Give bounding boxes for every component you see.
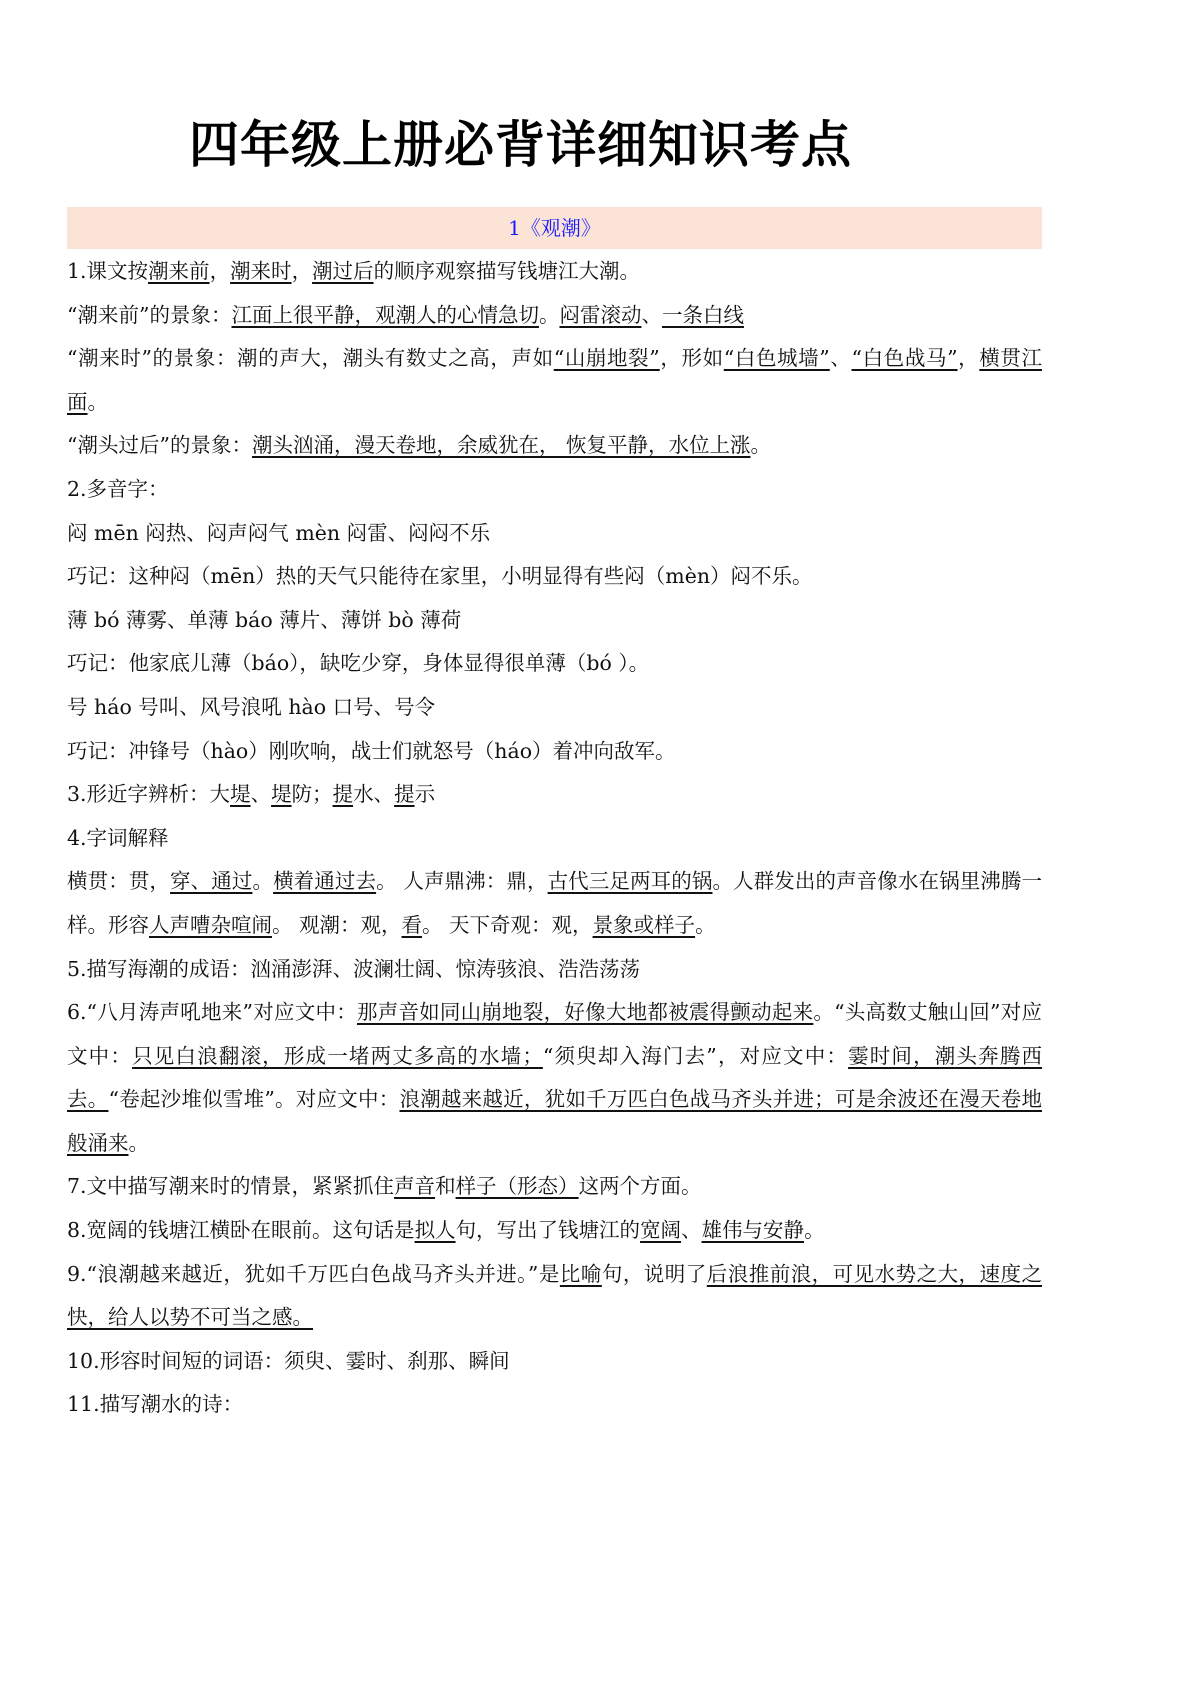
text-segment: ， [291, 259, 313, 283]
underlined-answer: 一条白线 [661, 302, 744, 327]
text-segment: 1.课文按 [67, 259, 149, 283]
text-segment: ，形如 [659, 346, 724, 371]
text-segment: 。 人声鼎沸：鼎， [376, 869, 548, 894]
text-segment: 句，写出了钱塘江的 [455, 1218, 641, 1243]
text-segment: 巧记：冲锋号（hào）刚吹响，战士们就怒号（háo）着冲向敌军。 [67, 738, 676, 763]
underlined-answer: 堤 [230, 782, 251, 807]
text-segment: 。 观潮：观， [272, 912, 402, 937]
paragraph [67, 1209, 1042, 1253]
text-segment: 水、 [353, 782, 395, 807]
underlined-answer: 古代三足两耳的锅 [547, 869, 713, 894]
underlined-answer: 宽阔 [640, 1218, 682, 1243]
paragraph [67, 1253, 1042, 1340]
paragraph [67, 730, 1042, 774]
text-segment: 7.文中描写潮来时的情景，紧紧抓住 [67, 1174, 395, 1199]
text-segment: 。 [538, 302, 560, 327]
paragraph [67, 512, 1042, 556]
text-segment: 。人群发出的声音像水在锅里沸腾一样。形容 [67, 869, 1043, 937]
underlined-answer: 闷雷滚动 [559, 302, 642, 327]
underlined-answer: 穿、通过 [170, 869, 253, 894]
text-segment: 、 [641, 302, 662, 327]
text-segment: 3.形近字辨析：大 [67, 782, 231, 807]
text-segment: 、 [681, 1218, 702, 1243]
text-segment: 这两个方面。 [578, 1174, 702, 1199]
text-segment: 的顺序观察描写钱塘江大潮。 [373, 259, 641, 283]
paragraph [67, 991, 1042, 1165]
underlined-answer: 江面上很平静，观潮人的心情急切 [231, 302, 539, 327]
underlined-answer: 看 [401, 912, 423, 937]
underlined-answer: 堤 [271, 782, 292, 807]
text-segment: 11.描写潮水的诗： [67, 1392, 244, 1417]
underlined-answer: 人声嘈杂喧闹 [149, 912, 272, 937]
underlined-answer: 那声音如同山崩地裂，好像大地都被震得颤动起来 [356, 1000, 814, 1025]
text-segment: 6.“八月涛声吼地来”对应文中： [67, 1000, 357, 1025]
text-segment: ， [957, 346, 980, 371]
underlined-answer: 潮来前 [148, 259, 210, 283]
text-segment: 防； [291, 782, 333, 807]
text-segment: 。 天下奇观：观， [422, 912, 593, 937]
page-title: 四年级上册必背详细知识考点 [189, 116, 852, 174]
underlined-answer: 霎时间，潮头奔腾西去。 [67, 1043, 1043, 1112]
paragraph [67, 642, 1042, 686]
text-segment: 。 [695, 912, 716, 937]
text-segment: 。 [252, 869, 274, 894]
underlined-answer: “白色战马” [851, 346, 958, 371]
text-segment: 、 [829, 346, 852, 371]
paragraph [67, 294, 1042, 338]
text-segment: 号 háo 号叫、风号浪吼 hào 口号、号令 [67, 694, 436, 719]
paragraph [67, 424, 1042, 468]
underlined-answer: “白色城墙” [723, 346, 830, 371]
text-segment: 8.宽阔的钱塘江横卧在眼前。这句话是 [67, 1218, 415, 1243]
text-segment: 。 [128, 1130, 149, 1155]
underlined-answer: 横贯江面 [67, 346, 1043, 414]
underlined-answer: 比喻 [559, 1261, 602, 1286]
underlined-answer: 后浪推前浪，可见水势之大，速度之快，给人以势不可当之感。 [67, 1261, 1043, 1330]
underlined-answer: 只见白浪翻滚，形成一堵两丈多高的水墙； [132, 1043, 543, 1068]
text-segment: 薄 bó 薄雾、单薄 báo 薄片、薄饼 bò 薄荷 [67, 607, 462, 632]
text-segment: 4.字词解释 [67, 825, 169, 850]
document-body [67, 250, 1042, 1427]
underlined-answer: 声音 [394, 1174, 436, 1199]
underlined-answer: 潮头汹涌，漫天卷地，余威犹在， 恢复平静，水位上涨 [251, 433, 751, 458]
text-segment: 、 [250, 782, 272, 807]
text-segment: 。 [750, 433, 771, 458]
underlined-answer: 提 [394, 782, 415, 807]
underlined-answer: 提 [332, 782, 354, 807]
underlined-answer: 潮来时 [230, 259, 292, 283]
text-segment: 。 [804, 1218, 825, 1243]
paragraph [67, 817, 1042, 861]
text-segment: 句，说明了 [601, 1261, 707, 1286]
text-segment: 和 [435, 1174, 456, 1199]
text-segment: 巧记：他家底儿薄（báo），缺吃少穿，身体显得很单薄（bó ）。 [67, 651, 650, 676]
text-segment: 横贯：贯， [67, 869, 171, 894]
paragraph [67, 948, 1042, 992]
text-segment: 10.形容时间短的词语：须臾、霎时、刹那、瞬间 [67, 1348, 510, 1373]
paragraph [67, 468, 1042, 512]
paragraph [67, 250, 1042, 294]
text-segment: 。“头高数丈触山回”对应文中： [67, 1000, 1042, 1068]
paragraph [67, 1383, 1042, 1427]
paragraph [67, 860, 1042, 947]
text-segment: “潮来时”的景象：潮的声大，潮头有数丈之高，声如 [67, 346, 554, 371]
paragraph [67, 599, 1042, 643]
text-segment: ， [209, 259, 231, 283]
underlined-answer: 景象或样子 [592, 912, 696, 937]
paragraph [67, 555, 1042, 599]
paragraph [67, 1165, 1042, 1209]
underlined-answer: 样子（形态） [455, 1174, 579, 1199]
text-segment: “须臾却入海门去”，对应文中： [542, 1043, 849, 1068]
underlined-answer: 潮过后 [312, 259, 374, 283]
text-segment: 5.描写海潮的成语：汹涌澎湃、波澜壮阔、惊涛骇浪、浩浩荡荡 [67, 956, 641, 981]
section-title: 1《观潮》 [508, 216, 601, 240]
text-segment: 闷 mēn 闷热、闷声闷气 mèn 闷雷、闷闷不乐 [67, 520, 491, 545]
text-segment: 2.多音字： [67, 476, 169, 501]
text-segment: 。 [87, 389, 108, 414]
underlined-answer: 雄伟与安静 [701, 1218, 805, 1243]
text-segment: 示 [414, 782, 436, 807]
paragraph [67, 337, 1042, 424]
text-segment: 9.“浪潮越来越近，犹如千万匹白色战马齐头并进。”是 [67, 1261, 560, 1286]
text-segment: “潮头过后”的景象： [67, 433, 252, 458]
section-header [67, 207, 1042, 249]
text-segment: “卷起沙堆似雪堆”。对应文中： [108, 1087, 400, 1112]
underlined-answer: 拟人 [414, 1218, 456, 1243]
underlined-answer: “山崩地裂” [553, 346, 660, 371]
paragraph [67, 773, 1042, 817]
text-segment: “潮来前”的景象： [67, 302, 232, 327]
underlined-answer: 横着通过去 [273, 869, 377, 894]
text-segment: 巧记：这种闷（mēn）热的天气只能待在家里，小明显得有些闷（mèn）闷不乐。 [67, 564, 813, 589]
underlined-answer: 浪潮越来越近，犹如千万匹白色战马齐头并进；可是余波还在漫天卷地般涌来 [67, 1087, 1043, 1155]
paragraph [67, 1340, 1042, 1384]
paragraph [67, 686, 1042, 730]
